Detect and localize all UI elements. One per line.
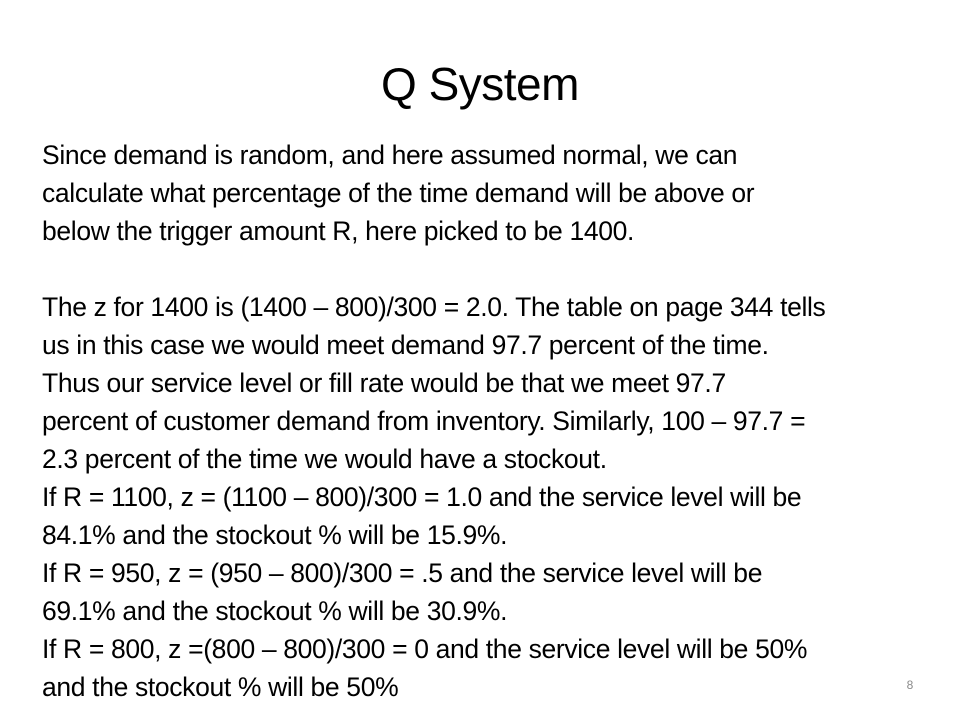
slide-number: 8 — [906, 678, 914, 692]
text-line: percent of customer demand from inventory. Similarly, 100 – 97.7 = — [42, 406, 806, 436]
case-r-950 — [42, 554, 942, 630]
slide-body — [42, 136, 942, 706]
text-line: and the stockout % will be 50% — [42, 672, 399, 702]
text-line: If R = 1100, z = (1100 – 800)/300 = 1.0 and the service level will be — [42, 482, 802, 512]
case-r-1100 — [42, 478, 942, 554]
text-line: below the trigger amount R, here picked to be 1400. — [42, 216, 635, 246]
text-line: us in this case we would meet demand 97.7 percent of the time. — [42, 330, 769, 360]
text-line: 2.3 percent of the time we would have a stockout. — [42, 444, 607, 474]
text-line: Thus our service level or fill rate would be that we meet 97.7 — [42, 368, 726, 398]
paragraph-z-calculation — [42, 288, 942, 478]
slide-title: Q System — [381, 58, 579, 110]
text-line: 84.1% and the stockout % will be 15.9%. — [42, 520, 508, 550]
case-r-800 — [42, 630, 942, 706]
text-line: The z for 1400 is (1400 – 800)/300 = 2.0. The table on page 344 tells — [42, 292, 826, 322]
text-line: If R = 800, z =(800 – 800)/300 = 0 and the service level will be 50% — [42, 634, 808, 664]
paragraph-spacer — [42, 250, 942, 288]
text-line: calculate what percentage of the time demand will be above or — [42, 178, 755, 208]
text-line: If R = 950, z = (950 – 800)/300 = .5 and the service level will be — [42, 558, 763, 588]
paragraph-intro — [42, 136, 942, 250]
text-line: Since demand is random, and here assumed normal, we can — [42, 140, 738, 170]
text-line: 69.1% and the stockout % will be 30.9%. — [42, 596, 508, 626]
